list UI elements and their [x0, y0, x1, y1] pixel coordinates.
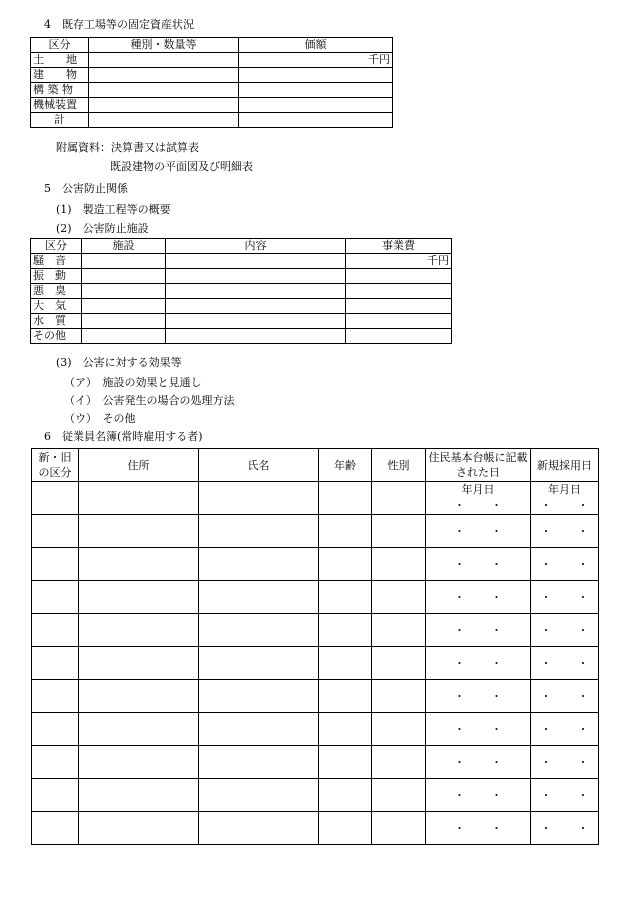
date-dot: ・: [577, 624, 589, 637]
date-dot: ・: [454, 789, 465, 802]
cell-input[interactable]: [346, 269, 452, 284]
header-type-quantity: 種別・数量等: [89, 38, 239, 53]
registry-date-cell[interactable]: [426, 680, 531, 713]
hire-date-cell[interactable]: [531, 515, 599, 548]
attachment-label: 附属資料：決算書又は試算表: [56, 141, 199, 154]
cell-input[interactable]: [89, 113, 239, 128]
date-separators: [428, 688, 528, 704]
date-dot: ・: [491, 822, 502, 835]
cell-input[interactable]: [32, 482, 79, 515]
cell-input[interactable]: [82, 314, 166, 329]
date-dot: ・: [491, 499, 502, 512]
date-separators: [428, 754, 528, 770]
table-row: [31, 98, 393, 113]
date-dot: ・: [577, 657, 589, 670]
cell-input[interactable]: [199, 581, 319, 614]
hire-date-cell[interactable]: [531, 779, 599, 812]
cell-input[interactable]: [199, 614, 319, 647]
date-separators: [428, 655, 528, 671]
date-separators: [428, 721, 528, 737]
header-value: 価額: [239, 38, 393, 53]
cell-input[interactable]: [89, 83, 239, 98]
date-separators: [428, 622, 528, 638]
date-dot: ・: [577, 822, 589, 835]
hire-date-cell[interactable]: [531, 581, 599, 614]
hire-date-cell[interactable]: [531, 614, 599, 647]
cell-input[interactable]: [79, 812, 199, 845]
cell-input[interactable]: [319, 647, 372, 680]
cell-input[interactable]: [199, 779, 319, 812]
row-label-vibration: 振 動: [31, 269, 82, 284]
header-registry-date: 住民基本台帳に記載された日: [426, 449, 531, 482]
table-row: [32, 713, 599, 746]
cell-input[interactable]: [372, 515, 426, 548]
table-row: [31, 314, 452, 329]
cell-input[interactable]: [372, 614, 426, 647]
date-dot: ・: [540, 789, 552, 802]
cell-input[interactable]: [199, 482, 319, 515]
date-dot: ・: [454, 690, 465, 703]
date-dot: ・: [577, 723, 589, 736]
pollution-facilities-table: [30, 238, 452, 344]
row-label-other: その他: [31, 329, 82, 344]
cell-input[interactable]: [239, 113, 393, 128]
item-pollution-facilities: (2) 公害防止施設: [56, 222, 149, 235]
date-dot: ・: [491, 756, 502, 769]
employee-roster-table: [31, 448, 599, 845]
cell-input[interactable]: [32, 713, 79, 746]
registry-date-cell[interactable]: [426, 812, 531, 845]
date-dot: ・: [540, 525, 552, 538]
table-row: [31, 83, 393, 98]
cell-input[interactable]: [319, 779, 372, 812]
cell-input[interactable]: [79, 482, 199, 515]
date-dot: ・: [577, 499, 589, 512]
cell-input[interactable]: [82, 329, 166, 344]
date-dot: ・: [577, 525, 589, 538]
cell-input[interactable]: [32, 647, 79, 680]
cell-input[interactable]: [82, 299, 166, 314]
table-row: [31, 53, 393, 68]
date-separators: [533, 655, 596, 671]
hire-date-cell[interactable]: [531, 713, 599, 746]
table-row: [32, 746, 599, 779]
date-separators: [428, 497, 528, 513]
section4-heading: 4 既存工場等の固定資産状況: [44, 18, 194, 31]
cell-input[interactable]: [319, 482, 372, 515]
registry-date-cell[interactable]: [426, 482, 531, 515]
cell-input[interactable]: [372, 746, 426, 779]
table-header-row: [31, 239, 452, 254]
cell-input[interactable]: [319, 746, 372, 779]
cell-input[interactable]: [32, 614, 79, 647]
date-dot: ・: [491, 690, 502, 703]
item-process-overview: (1) 製造工程等の概要: [56, 203, 171, 216]
table-row: [32, 581, 599, 614]
table-row: [32, 647, 599, 680]
date-separators: [533, 688, 596, 704]
date-dot: ・: [454, 499, 465, 512]
date-dot: ・: [454, 723, 465, 736]
date-dot: ・: [491, 525, 502, 538]
header-age: 年齢: [319, 449, 372, 482]
table-row: [31, 329, 452, 344]
header-cost: 事業費: [346, 239, 452, 254]
cell-input[interactable]: [199, 548, 319, 581]
cell-input[interactable]: [79, 581, 199, 614]
employee-rows: [32, 482, 599, 845]
date-dot: ・: [540, 822, 552, 835]
cell-input[interactable]: [199, 713, 319, 746]
date-label: 年月日: [461, 483, 495, 496]
cell-input[interactable]: [82, 254, 166, 269]
header-facility: 施設: [82, 239, 166, 254]
row-label-building: 建 物: [31, 68, 89, 83]
header-content: 内容: [166, 239, 346, 254]
date-dot: ・: [454, 558, 465, 571]
cell-input[interactable]: [319, 680, 372, 713]
date-dot: ・: [540, 723, 552, 736]
date-separators: [533, 622, 596, 638]
cell-input[interactable]: [319, 515, 372, 548]
header-kubun: 区分: [31, 239, 82, 254]
cell-input[interactable]: [372, 581, 426, 614]
table-row: [31, 68, 393, 83]
cell-input[interactable]: [372, 680, 426, 713]
cell-input[interactable]: [166, 314, 346, 329]
sub-item-a: （ア） 施設の効果と見通し: [64, 376, 202, 389]
registry-date-cell[interactable]: [426, 548, 531, 581]
date-separators: [533, 497, 596, 513]
date-separators: [533, 754, 596, 770]
date-dot: ・: [491, 789, 502, 802]
row-label-noise: 騒 音: [31, 254, 82, 269]
date-dot: ・: [491, 657, 502, 670]
date-dot: ・: [491, 624, 502, 637]
date-label: 年月日: [548, 483, 581, 496]
fixed-assets-table: [30, 37, 393, 128]
header-new-old: 新・旧の区分: [32, 449, 79, 482]
date-dot: ・: [454, 657, 465, 670]
cell-input[interactable]: [199, 515, 319, 548]
cell-input[interactable]: [239, 98, 393, 113]
cell-input[interactable]: [32, 779, 79, 812]
cell-input[interactable]: [372, 647, 426, 680]
date-dot: ・: [540, 690, 552, 703]
cell-input[interactable]: [79, 680, 199, 713]
value-unit[interactable]: 千円: [239, 53, 393, 68]
date-dot: ・: [577, 591, 589, 604]
cell-input[interactable]: [199, 680, 319, 713]
registry-date-cell[interactable]: [426, 515, 531, 548]
date-separators: [428, 787, 528, 803]
date-separators: [533, 556, 596, 572]
table-row: [31, 254, 452, 269]
row-label-odor: 悪 臭: [31, 284, 82, 299]
cell-input[interactable]: [166, 299, 346, 314]
table-row: [32, 548, 599, 581]
row-label-structure: 構 築 物: [31, 83, 89, 98]
header-gender: 性別: [372, 449, 426, 482]
cell-input[interactable]: [89, 68, 239, 83]
date-separators: [533, 589, 596, 605]
date-dot: ・: [540, 657, 552, 670]
cell-input[interactable]: [79, 713, 199, 746]
table-header-row: [32, 449, 599, 482]
registry-date-cell[interactable]: [426, 779, 531, 812]
date-separators: [533, 820, 596, 836]
date-dot: ・: [454, 624, 465, 637]
cell-input[interactable]: [346, 314, 452, 329]
cell-input[interactable]: [346, 284, 452, 299]
header-kubun: 区分: [31, 38, 89, 53]
cell-input[interactable]: [166, 284, 346, 299]
attachment-line2: 既設建物の平面図及び明細表: [110, 160, 253, 173]
cell-input[interactable]: [199, 812, 319, 845]
registry-date-cell[interactable]: [426, 647, 531, 680]
cell-input[interactable]: [239, 83, 393, 98]
header-name: 氏名: [199, 449, 319, 482]
date-separators: [428, 523, 528, 539]
registry-date-cell[interactable]: [426, 746, 531, 779]
table-row: [32, 482, 599, 515]
cell-input[interactable]: [79, 548, 199, 581]
cell-input[interactable]: [89, 53, 239, 68]
date-separators: [428, 589, 528, 605]
row-label-total: 計: [31, 113, 89, 128]
cell-input[interactable]: [319, 812, 372, 845]
header-address: 住所: [79, 449, 199, 482]
date-dot: ・: [540, 499, 552, 512]
item-pollution-effects: (3) 公害に対する効果等: [56, 356, 182, 369]
cell-input[interactable]: [79, 614, 199, 647]
cell-input[interactable]: [166, 329, 346, 344]
cell-input[interactable]: [79, 647, 199, 680]
cost-unit[interactable]: 千円: [346, 254, 452, 269]
cell-input[interactable]: [79, 515, 199, 548]
cell-input[interactable]: [166, 269, 346, 284]
cell-input[interactable]: [372, 482, 426, 515]
date-dot: ・: [454, 591, 465, 604]
table-row: [31, 113, 393, 128]
cell-input[interactable]: [319, 713, 372, 746]
cell-input[interactable]: [319, 614, 372, 647]
date-dot: ・: [491, 558, 502, 571]
section6-heading: 6 従業員名簿(常時雇用する者): [44, 430, 203, 443]
date-separators: [428, 820, 528, 836]
date-dot: ・: [491, 591, 502, 604]
cell-input[interactable]: [32, 515, 79, 548]
table-header-row: [31, 38, 393, 53]
date-dot: ・: [540, 591, 552, 604]
hire-date-cell[interactable]: [531, 647, 599, 680]
cell-input[interactable]: [372, 812, 426, 845]
date-dot: ・: [577, 690, 589, 703]
row-label-machinery: 機械装置: [31, 98, 89, 113]
cell-input[interactable]: [346, 299, 452, 314]
cell-input[interactable]: [319, 548, 372, 581]
cell-input[interactable]: [82, 269, 166, 284]
cell-input[interactable]: [32, 746, 79, 779]
header-hire-date: 新規採用日: [531, 449, 599, 482]
table-row: [32, 680, 599, 713]
date-dot: ・: [577, 756, 589, 769]
date-dot: ・: [577, 558, 589, 571]
cell-input[interactable]: [319, 581, 372, 614]
row-label-water: 水 質: [31, 314, 82, 329]
hire-date-cell[interactable]: [531, 548, 599, 581]
hire-date-cell[interactable]: [531, 746, 599, 779]
row-label-air: 大 気: [31, 299, 82, 314]
hire-date-cell[interactable]: [531, 812, 599, 845]
sub-item-u: （ウ） その他: [64, 412, 136, 425]
table-row: [31, 269, 452, 284]
cell-input[interactable]: [199, 746, 319, 779]
cell-input[interactable]: [82, 284, 166, 299]
cell-input[interactable]: [372, 713, 426, 746]
hire-date-cell[interactable]: [531, 680, 599, 713]
cell-input[interactable]: [166, 254, 346, 269]
table-row: [32, 812, 599, 845]
date-separators: [533, 787, 596, 803]
cell-input[interactable]: [89, 98, 239, 113]
date-dot: ・: [540, 624, 552, 637]
table-row: [31, 284, 452, 299]
cell-input[interactable]: [32, 680, 79, 713]
table-row: [32, 515, 599, 548]
date-dot: ・: [577, 789, 589, 802]
date-dot: ・: [540, 558, 552, 571]
date-dot: ・: [454, 822, 465, 835]
section5-heading: 5 公害防止関係: [44, 182, 128, 195]
cell-input[interactable]: [32, 548, 79, 581]
row-label-land: 土 地: [31, 53, 89, 68]
cell-input[interactable]: [372, 779, 426, 812]
registry-date-cell[interactable]: [426, 614, 531, 647]
date-dot: ・: [540, 756, 552, 769]
date-separators: [533, 523, 596, 539]
date-dot: ・: [454, 756, 465, 769]
sub-item-i: （イ） 公害発生の場合の処理方法: [64, 394, 235, 407]
cell-input[interactable]: [239, 68, 393, 83]
table-row: [32, 779, 599, 812]
cell-input[interactable]: [346, 329, 452, 344]
date-dot: ・: [491, 723, 502, 736]
registry-date-cell[interactable]: [426, 713, 531, 746]
date-dot: ・: [454, 525, 465, 538]
cell-input[interactable]: [199, 647, 319, 680]
table-row: [32, 614, 599, 647]
cell-input[interactable]: [79, 746, 199, 779]
registry-date-cell[interactable]: [426, 581, 531, 614]
cell-input[interactable]: [372, 548, 426, 581]
cell-input[interactable]: [32, 581, 79, 614]
date-separators: [533, 721, 596, 737]
cell-input[interactable]: [79, 779, 199, 812]
cell-input[interactable]: [32, 812, 79, 845]
table-row: [31, 299, 452, 314]
hire-date-cell[interactable]: [531, 482, 599, 515]
date-separators: [428, 556, 528, 572]
